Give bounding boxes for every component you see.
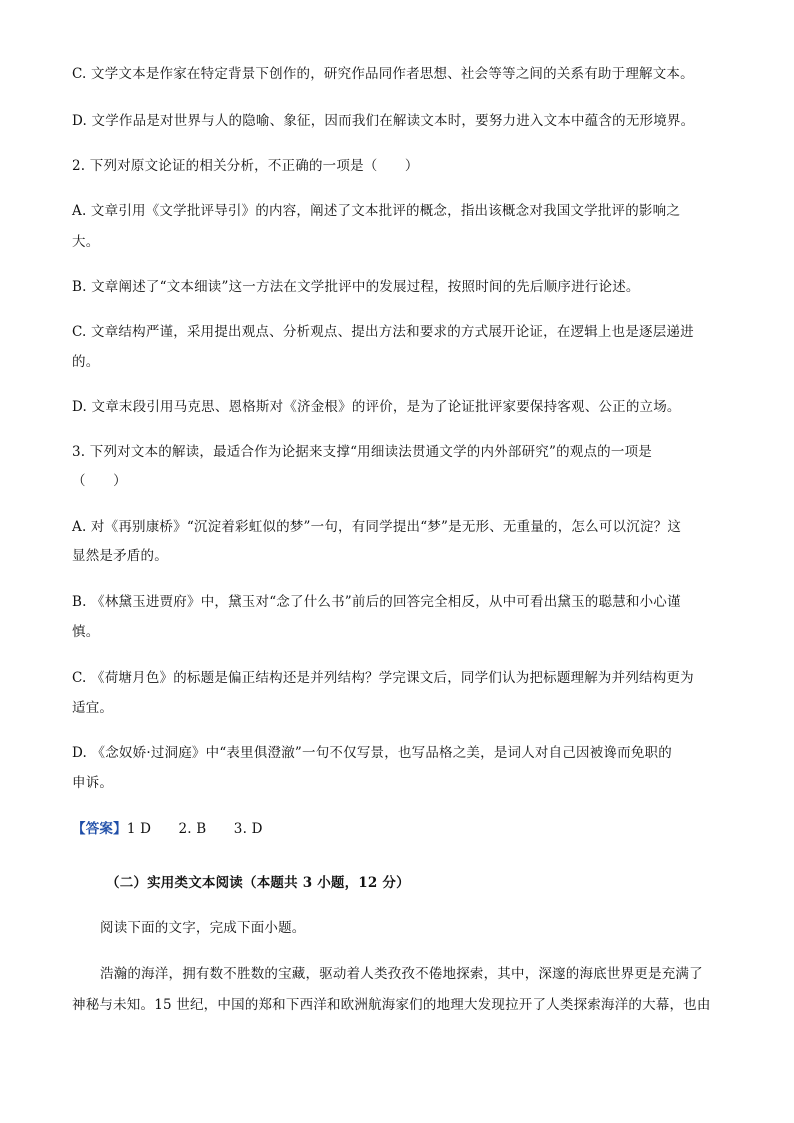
question-3-line2: （ ） (72, 473, 127, 489)
q3-option-a-line1: A. 对《再别康桥》“沉淀着彩虹似的梦”一句，有同学提出“梦”是无形、无重量的，怎么可以沉淀？这 (72, 519, 682, 535)
q3-option-d-line2: 申诉。 (72, 775, 114, 791)
q2-option-a-line1: A. 文章引用《文学批评导引》的内容，阐述了文本批评的概念，指出该概念对我国文学批评的影响之 (72, 203, 681, 219)
section-instruction: 阅读下面的文字，完成下面小题。 (100, 920, 306, 936)
answer-tag: 【答案】 (72, 821, 127, 837)
question-2: 2. 下列对原文论证的相关分析，不正确的一项是（ ） (72, 158, 419, 174)
q3-option-c-line2: 适宜。 (72, 700, 114, 716)
q3-option-b-line1: B. 《林黛玉进贾府》中，黛玉对“念了什么书”前后的回答完全相反，从中可看出黛玉的聪慧和小心谨 (72, 594, 681, 610)
q2-option-c-line1: C. 文章结构严谨，采用提出观点、分析观点、提出方法和要求的方式展开论证，在逻辑上也是逐层递进 (72, 324, 694, 340)
q3-option-c-line1: C. 《荷塘月色》的标题是偏正结构还是并列结构？学完课文后，同学们认为把标题理解为并列结构更为 (72, 670, 694, 686)
q2-option-d: D. 文章末段引用马克思、恩格斯对《济金根》的评价，是为了论证批评家要保持客观、公正的立场。 (72, 399, 681, 415)
q3-option-a-line2: 显然是矛盾的。 (72, 548, 168, 564)
q3-option-b-line2: 慎。 (72, 624, 100, 640)
question-3-line1: 3. 下列对文本的解读，最适合作为论据来支撑“用细读法贯通文学的内外部研究”的观点的一项是 (72, 444, 652, 460)
answer-line (72, 819, 263, 839)
q2-option-a-line2: 大。 (72, 234, 100, 250)
section-title: （二）实用类文本阅读（本题共 3 小题，12 分） (106, 875, 410, 891)
option-d-line: D. 文学作品是对世界与人的隐喻、象征，因而我们在解读文本时，要努力进入文本中蕴含的无形境界。 (72, 113, 695, 129)
passage-para-line2: 神秘与未知。15 世纪，中国的郑和下西洋和欧洲航海家们的地理大发现拉开了人类探索海洋的大幕，也由 (72, 997, 711, 1013)
q3-option-d-line1: D. 《念奴娇·过洞庭》中“表里俱澄澈”一句不仅写景，也写品格之美，是词人对自己因被谗而免职的 (72, 745, 672, 761)
option-c-line: C. 文学文本是作家在特定背景下创作的，研究作品同作者思想、社会等等之间的关系有助于理解文本。 (72, 66, 694, 82)
q2-option-c-line2: 的。 (72, 354, 100, 370)
answer-text: 1 D 2. B 3. D (126, 821, 263, 837)
q2-option-b: B. 文章阐述了“文本细读”这一方法在文学批评中的发展过程，按照时间的先后顺序进行论述。 (72, 279, 640, 295)
passage-para-line1: 浩瀚的海洋，拥有数不胜数的宝藏，驱动着人类孜孜不倦地探索，其中，深邃的海底世界更是充满了 (100, 966, 703, 982)
